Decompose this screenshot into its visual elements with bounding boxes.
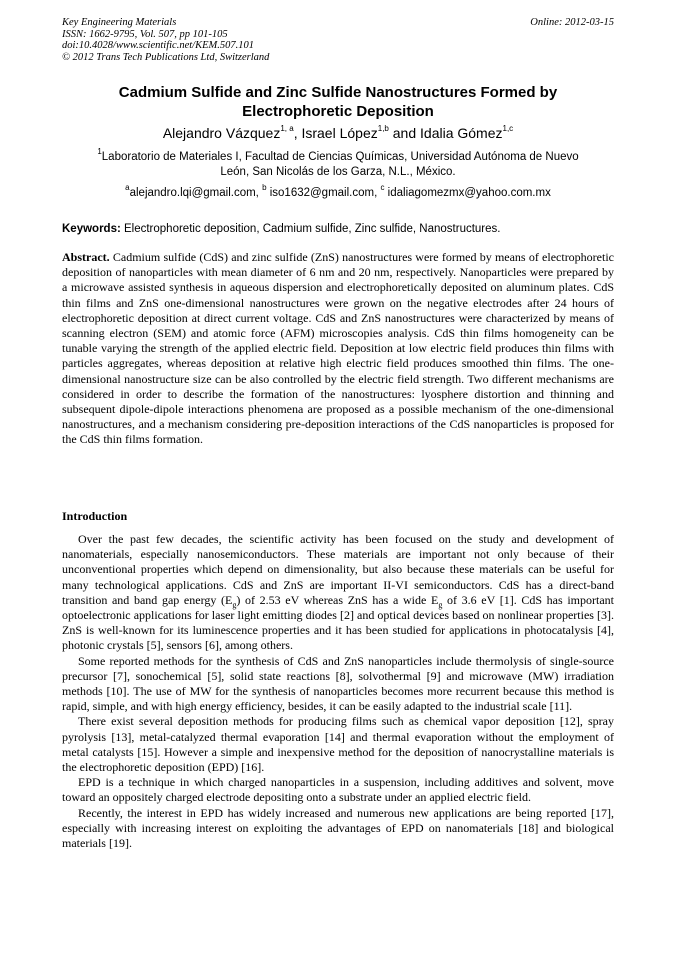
author-3-affil-mark: 1,c xyxy=(502,124,514,134)
author-2: Israel López xyxy=(301,125,378,141)
email-c[interactable]: idaliagomezmx@yahoo.com.mx xyxy=(384,187,551,199)
journal-name: Key Engineering Materials xyxy=(62,17,177,28)
affiliation-line-2: León, San Nicolás de los Garza, N.L., México. xyxy=(220,166,456,178)
paragraph: Some reported methods for the synthesis of CdS and ZnS nanoparticles include thermolysis of single-source precursor [7], sonochemical [5], solid state reactions [8], solvothermal [9] and microwave (MW) irradiation methods [10]. The use of MW for the synthesis of nanoparticles becomes more recurrent because this method is rapid, simple, and with high energy efficiency, besides, it can be easily adapted to the industrial scale [11]. xyxy=(62,653,614,714)
affiliation xyxy=(62,147,614,180)
author-emails xyxy=(62,183,614,201)
abstract xyxy=(62,250,614,448)
email-b[interactable]: iso1632@gmail.com, xyxy=(266,187,381,199)
paper-title xyxy=(62,83,614,121)
paragraph: There exist several deposition methods for producing films such as chemical vapor deposition [12], spray pyrolysis [13], metal-catalyzed thermal evaporation [14] and thermal evaporation without the employment of metal catalysts [15]. However a simple and inexpensive method for the deposition of nanocrystalline materials is the electrophoretic deposition (EPD) [16]. xyxy=(62,714,614,775)
title-line-1: Cadmium Sulfide and Zinc Sulfide Nanostructures Formed by xyxy=(118,84,558,101)
author-list xyxy=(62,125,614,142)
keywords xyxy=(62,222,614,236)
journal-header xyxy=(62,17,269,63)
paragraph: Recently, the interest in EPD has widely increased and numerous new applications are being reported [17], especially with increasing interest on exploiting the advantages of EPD on nanomaterials [18] and biological materials [19]. xyxy=(62,805,614,851)
abstract-label: Abstract. xyxy=(62,250,110,264)
keywords-text: Electrophoretic deposition, Cadmium sulfide, Zinc sulfide, Nanostructures. xyxy=(120,223,501,235)
copyright-line: © 2012 Trans Tech Publications Ltd, Switzerland xyxy=(62,51,270,63)
email-mark-a: a xyxy=(125,183,130,193)
introduction-body xyxy=(62,532,614,851)
issn-line: ISSN: 1662-9795, Vol. 507, pp 101-105 xyxy=(62,28,228,40)
online-date: Online: 2012-03-15 xyxy=(530,17,614,28)
introduction-heading: Introduction xyxy=(62,509,128,523)
affiliation-line-1: $^1$Laboratorio de Materiales I, Facultad de Ciencias Químicas, Universidad Autónoma de Nuevo xyxy=(97,147,579,163)
affiliation-mark: 1 xyxy=(97,147,102,157)
keywords-label: Keywords: xyxy=(62,223,121,235)
author-separator: and xyxy=(388,125,421,141)
abstract-text: Cadmium sulfide (CdS) and zinc sulfide (ZnS) nanostructures were formed by means of electrophoretic deposition of nanoparticles with mean diameter of 6 nm and 20 nm, respectively. Nanoparticles were prepared by a microwave assisted synthesis in aqueous dispersion and electrophoretically deposited on aluminum plates. CdS thin films and ZnS one-dimensional nanostructures were grown on the negative electrodes after 24 hours of electrophoretic deposition at direct current voltage. CdS and ZnS nanostructures were characterized by means of scanning electron (SEM) and atomic force (AFM) microscopies analysis. CdS thin films homogeneity can be tunable varying the strength of the applied electric field. Deposition at low electric field produces thin films with particles aggregates, whereas deposition at relative high electric field produces smoothed thin films. The one-dimensional nanostructure size can be also controlled by the electric field strength. Two different mechanisms are considered in order to describe the formation of the nanostructures: lyosphere distortion and thinning and subsequent dipole-dipole interactions phenomena are proposed as a possible mechanism of the one-dimensional nanostructures, and a mechanism considering pre-deposition interactions of the CdS nanoparticles is proposed for the CdS thin films formation. xyxy=(62,250,614,447)
doi-link[interactable]: doi:10.4028/www.scientific.net/KEM.507.101 xyxy=(62,40,254,51)
title-line-2: Electrophoretic Deposition xyxy=(242,103,434,120)
author-2-affil-mark: 1,b xyxy=(377,124,389,134)
author-1-affil-mark: 1, a xyxy=(280,124,294,134)
paragraph: Over the past few decades, the scientific activity has been focused on the study and development of nanomaterials, especially nanosemiconductors. These materials are important not only because of their unconventional properties which depend on dimensionality, but also because these materials can be useful for many technological applications. CdS and ZnS are important II-VI semiconductors. CdS has a direct-band transition and band gap energy $(E_g)$ of 2.53 eV whereas ZnS has a wide $E_g$ of 3.6 eV [1]. CdS has important optoelectronic applications for laser light emitting diodes [2] and optical devices based on nonlinear properties [3]. ZnS is well-known for its luminescence properties and it has been studied for applications in photocatalysis [4], photonic crystals [5], sensors [6], among others. xyxy=(62,532,614,653)
author-separator: , xyxy=(293,125,302,141)
email-mark-c: c xyxy=(380,183,385,193)
email-a[interactable]: alejandro.lqi@gmail.com, xyxy=(129,187,263,199)
paragraph: EPD is a technique in which charged nanoparticles in a suspension, including additives and solvent, move toward an oppositely charged electrode depositing onto a substrate under an applied electric field. xyxy=(62,775,614,805)
author-3: Idalia Gómez xyxy=(420,125,503,141)
author-1: Alejandro Vázquez xyxy=(162,125,281,141)
email-mark-b: b xyxy=(262,183,267,193)
